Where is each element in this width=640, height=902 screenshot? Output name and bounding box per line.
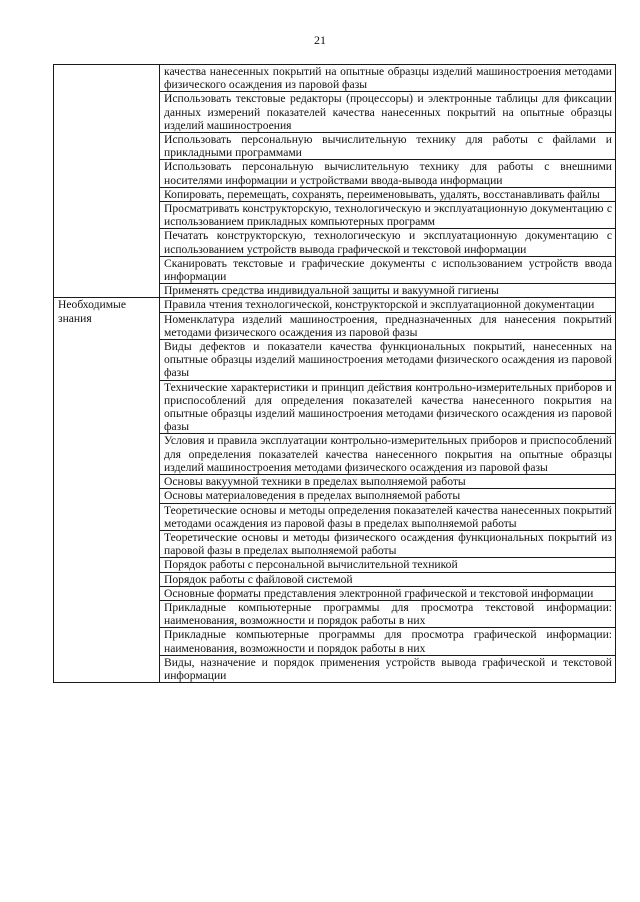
section-label-knowledge: Необходимые знания	[54, 298, 160, 683]
table-cell: Условия и правила эксплуатации контрольно-измерительных приборов и приспособлений для определения показателей качества нанесенного покрытия на опытные образцы изделий машиностроения методами физического осаждения из паровой фазы	[160, 434, 616, 475]
table-cell: Копировать, перемещать, сохранять, переименовывать, удалять, восстанавливать файлы	[160, 187, 616, 201]
table-cell: качества нанесенных покрытий на опытные образцы изделий машиностроения методами физического осаждения из паровой фазы	[160, 65, 616, 92]
table-cell: Использовать персональную вычислительную технику для работы с внешними носителями информации и устройствами ввода-вывода информации	[160, 160, 616, 187]
table-cell: Виды, назначение и порядок применения устройств вывода графической и текстовой информации	[160, 655, 616, 682]
table-cell: Сканировать текстовые и графические документы с использованием устройств ввода информации	[160, 256, 616, 283]
table-cell: Печатать конструкторскую, технологическую и эксплуатационную документацию с использованием устройств вывода графической и текстовой информации	[160, 229, 616, 256]
page-number: 21	[314, 33, 326, 47]
table-cell: Основы вакуумной техники в пределах выполняемой работы	[160, 475, 616, 489]
table-cell: Просматривать конструкторскую, технологическую и эксплуатационную документацию с использованием прикладных компьютерных программ	[160, 202, 616, 229]
table-cell: Правила чтения технологической, конструкторской и эксплуатационной документации	[160, 298, 616, 312]
table-cell: Теоретические основы и методы физического осаждения функциональных покрытий из паровой фазы в пределах выполняемой работы	[160, 530, 616, 557]
table-cell: Порядок работы с персональной вычислительной техникой	[160, 558, 616, 572]
table-row	[54, 298, 616, 312]
table-row	[54, 65, 616, 92]
table-cell: Использовать персональную вычислительную технику для работы с файлами и прикладными программами	[160, 133, 616, 160]
table-cell: Использовать текстовые редакторы (процессоры) и электронные таблицы для фиксации данных измерений показателей качества нанесенных покрытий на опытные образцы изделий машиностроения	[160, 92, 616, 133]
table-cell: Основные форматы представления электронной графической и текстовой информации	[160, 586, 616, 600]
requirements-table	[53, 64, 616, 683]
table-cell: Основы материаловедения в пределах выполняемой работы	[160, 489, 616, 503]
table-cell: Прикладные компьютерные программы для просмотра текстовой информации: наименования, возможности и порядок работы в них	[160, 600, 616, 627]
table-cell: Применять средства индивидуальной защиты и вакуумной гигиены	[160, 284, 616, 298]
table-cell: Виды дефектов и показатели качества функциональных покрытий, нанесенных на опытные образцы изделий машиностроения методами физического осаждения из паровой фазы	[160, 340, 616, 381]
table-cell: Технические характеристики и принцип действия контрольно-измерительных приборов и приспособлений для определения показателей качества нанесенного покрытия на опытные образцы изделий машиностроения методами физического осаждения из паровой фазы	[160, 380, 616, 434]
table-cell: Теоретические основы и методы определения показателей качества нанесенных покрытий методами осаждения из паровой фазы в пределах выполняемой работы	[160, 503, 616, 530]
table-cell: Порядок работы с файловой системой	[160, 572, 616, 586]
table-cell: Прикладные компьютерные программы для просмотра графической информации: наименования, возможности и порядок работы в них	[160, 628, 616, 655]
section-label-skills	[54, 65, 160, 298]
table-cell: Номенклатура изделий машиностроения, предназначенных для нанесения покрытий методами физического осаждения из паровой фазы	[160, 312, 616, 339]
